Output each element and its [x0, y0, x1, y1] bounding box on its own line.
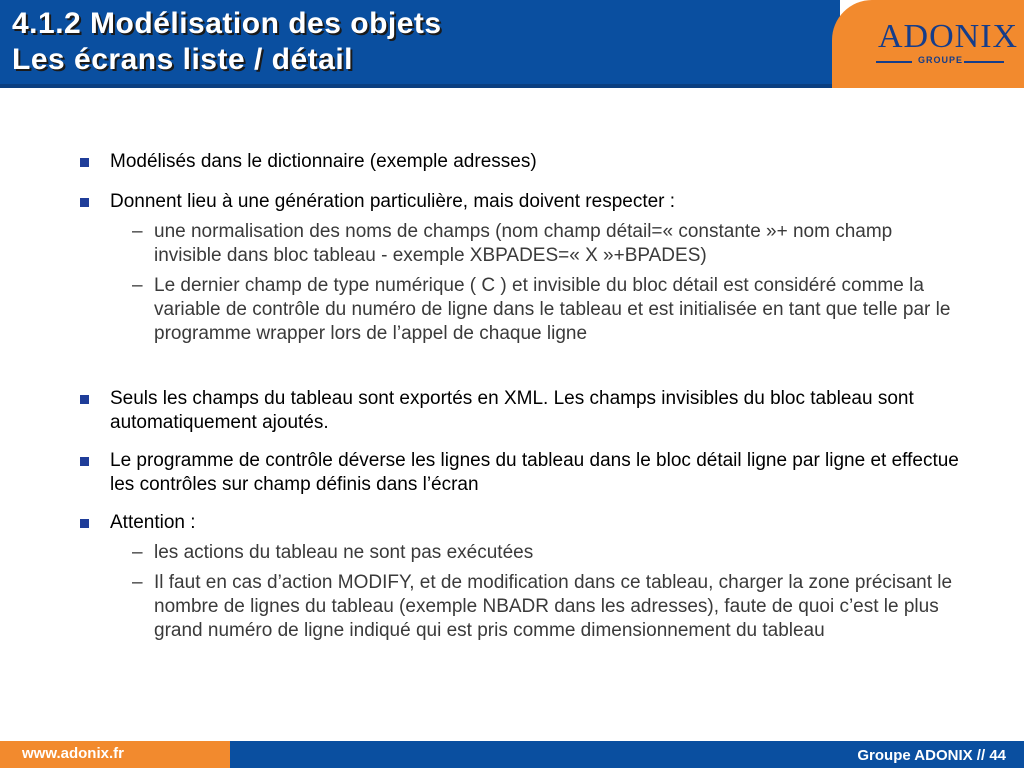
dash-icon: –: [132, 275, 143, 296]
bullet-square-icon: [80, 158, 89, 167]
sub-text: une normalisation des noms de champs (nom champ détail=« constante »+ nom champ invisible dans bloc tableau - exemple XBPADES=« X »+BPADES): [154, 221, 893, 266]
dash-icon: –: [132, 542, 143, 563]
title-line-1: 4.1.2 Modélisation des objets: [12, 7, 442, 40]
bullet-square-icon: [80, 198, 89, 207]
sub-text: les actions du tableau ne sont pas exécutées: [154, 542, 534, 563]
slide-footer: [0, 741, 1024, 768]
footer-url-panel: [0, 741, 230, 768]
bullet-text: Seuls les champs du tableau sont exportés en XML. Les champs invisibles du bloc tableau sont automatiquement ajoutés.: [110, 388, 914, 433]
bullet-text: Le programme de contrôle déverse les lignes du tableau dans le bloc détail ligne par ligne et effectue les contrôles sur champ définis dans l’écran: [110, 450, 959, 495]
bullet-square-icon: [80, 519, 89, 528]
logo-sub: GROUPE: [918, 55, 964, 65]
bullet-text: Donnent lieu à une génération particulière, mais doivent respecter :: [110, 191, 676, 212]
bullet-square-icon: [80, 395, 89, 404]
sub-text: Il faut en cas d’action MODIFY, et de modification dans ce tableau, charger la zone précisant le nombre de lignes du tableau (exemple NBADR dans les adresses), faute de quoi c’est le plus grand numéro de ligne indiqué qui est pris comme dimensionnement du tableau: [154, 572, 953, 641]
logo-name: ADONIX: [878, 18, 1019, 55]
title-line-2: Les écrans liste / détail: [12, 43, 353, 76]
dash-icon: –: [132, 221, 143, 242]
footer-url: www.adonix.fr: [22, 745, 124, 762]
bullet-square-icon: [80, 457, 89, 466]
bullet-text: Attention :: [110, 512, 196, 533]
sub-text: Le dernier champ de type numérique ( C ) et invisible du bloc détail est considéré comme la variable de contrôle du numéro de ligne dans le tableau et est initialisée en tant que telle par le programme wrapper lors de l’appel de chaque ligne: [154, 275, 951, 344]
footer-page-number: Groupe ADONIX // 44: [857, 747, 1006, 764]
bullet-text: Modélisés dans le dictionnaire (exemple adresses): [110, 151, 537, 172]
dash-icon: –: [132, 572, 143, 593]
